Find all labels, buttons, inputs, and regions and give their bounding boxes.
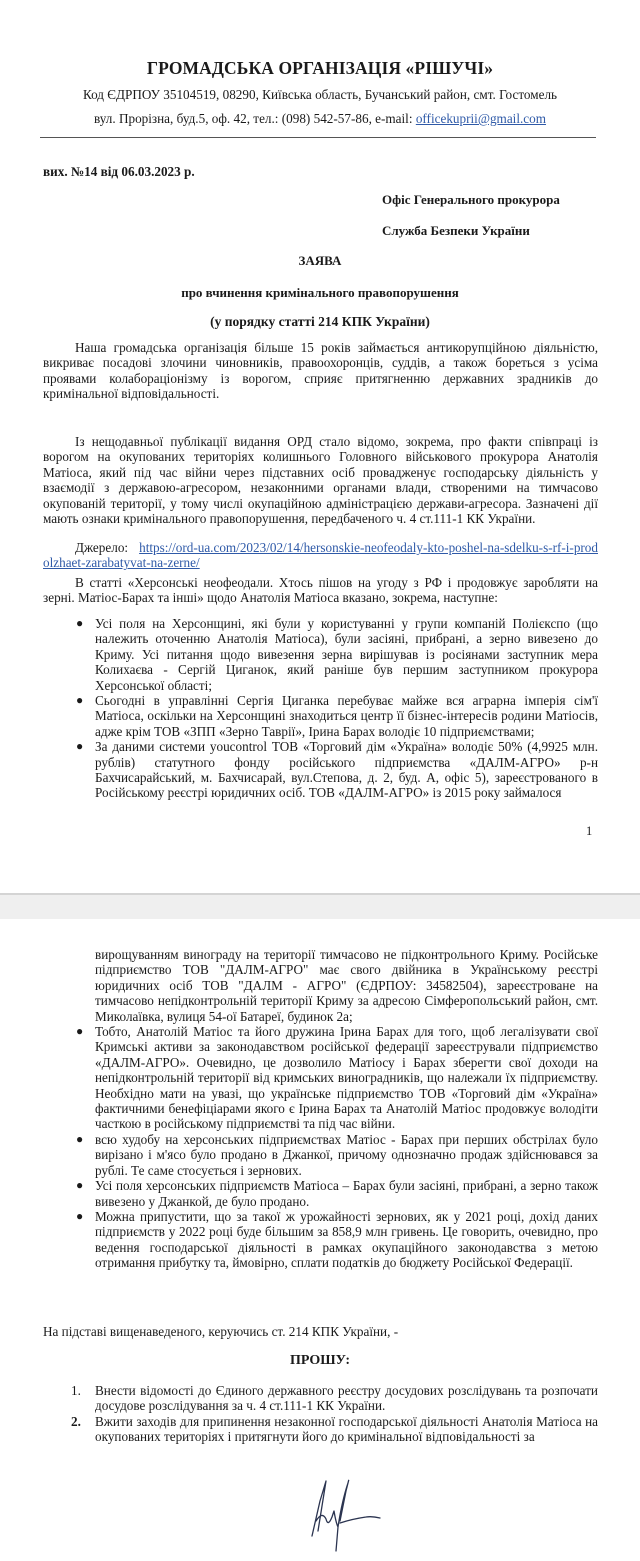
outgoing-number: вих. №14 від 06.03.2023 р.	[43, 164, 195, 179]
source-paragraph	[43, 540, 598, 571]
bullet-icon: ●	[76, 1131, 84, 1146]
list-item-continuation: вирощуванням винограду на території тимчасово не підконтрольного Криму. Російське підприємство ТОВ "ДАЛМ-АГРО" має свого двійника в Українському реєстрі юридичних осіб ТОВ "ДАЛМ - АГРО" (ЄДРПОУ: 34582504), зареєстроване на тимчасово непідконтрольній території Криму за адресою Сімферопольський район, смт. Миколаївка, вулиця 54-ої Батареї, будинок 2а;	[95, 947, 598, 1024]
list-item: ● Усі поля херсонських підприємств Матіоса – Барах були засіяні, прибрані, а зерно також вивезено у Джанкой, де було продано.	[76, 1178, 598, 1209]
organization-registration-line: Код ЄДРПОУ 35104519, 08290, Київська область, Бучанський район, смт. Гостомель	[82, 87, 558, 102]
request-item: 2. Вжити заходів для припинення незаконної господарської діяльності Анатолія Матіоса на окупованих територіях і притягнути його до кримінальної відповідальності за	[71, 1413, 598, 1445]
organization-title: ГРОМАДСЬКА ОРГАНІЗАЦІЯ «РІШУЧІ»	[146, 58, 494, 78]
bullet-icon: ●	[76, 1178, 84, 1193]
page-number: 1	[586, 824, 593, 838]
bullet-icon: ●	[76, 739, 84, 754]
addressee-prosecutor-office: Офіс Генерального прокурора	[382, 192, 560, 207]
intro-paragraph: Наша громадська організація більше 15 років займається антикорупційною діяльністю, викриває посадові злочини чиновників, правоохоронців, суддів, а також бореться з усіма проявами колабораціонізму із ворогом, сприяє притягненню державних зрадників до кримінальної відповідальності.	[43, 340, 598, 402]
request-title: ПРОШУ:	[289, 1353, 351, 1368]
bullet-icon: ●	[76, 1208, 84, 1223]
bullet-icon: ●	[76, 693, 84, 708]
conclusion-text: На підставі вищенаведеного, керуючись ст. 214 КПК України, -	[43, 1324, 399, 1339]
list-item: ● всю худобу на херсонських підприємствах Матіос - Барах при перших обстрілах було вирізано і м'ясо було продано в Джанкої, причому однозначно продаж здійснювався за рублі. Те саме стосується і зернових.	[76, 1131, 598, 1178]
bullet-icon: ●	[76, 616, 84, 630]
request-number: 1.	[71, 1383, 81, 1398]
list-item: ● Тобто, Анатолій Матіос та його дружина Ірина Барах для того, щоб легалізувати свої Кримські активи за законодавством російської федерації зареєстрували підприємство «ДАЛМ-АГРО». Очевидно, це дозволило Матіосу і Барах зберегти свої доходи на непідконтрольній території від кримських виноградників, що належали їх підприємству. Необхідно мати на увазі, що українське підприємство ТОВ «Торговий дім «Україна» фактичними бенефіціарами якого є Ірина Барах та Анатолій Матіос продовжує володіти часткою в російському підприємстві та під час війни.	[76, 1024, 598, 1132]
list-item: ● Сьогодні в управлінні Сергія Циганка перебуває майже вся аграрна імперія сім'ї Матіоса, оскільки на Херсонщині знаходиться центр її бізнес-інтересів родини Матіосів, адже крім ТОВ «ЗПП «Зерно Таврії», Ірина Барах володіє 10 підприємствами;	[76, 693, 598, 739]
signature-icon	[292, 1461, 402, 1561]
article-findings-list	[43, 616, 598, 801]
organization-contact-line	[0, 111, 640, 127]
article-findings-list-continued	[43, 947, 598, 1271]
organization-address: вул. Прорізна, буд.5, оф. 42, тел.: (098) 542-57-86, e-mail:	[93, 111, 416, 126]
request-number: 2.	[71, 1413, 81, 1429]
bullet-icon: ●	[76, 1024, 84, 1039]
page-separator	[0, 893, 640, 919]
list-item: ● Усі поля на Херсонщині, які були у користуванні у групи компаній Полієкспо (що належить оточенню Анатолія Матіоса), були засіяні, прибрані, а зерно вивезено до Криму. Усі питання щодо вивезення зерна вирішував із росіянами заступник мера Колихаєва - Сергій Циганок, який раніше був першим заступником прокурора Херсонської області;	[76, 616, 598, 693]
list-item: ● За даними системи youcontrol ТОВ «Торговий дім «Україна» володіє 50% (4,9925 млн. рублів) статутного фонду російського підприємства «ДАЛМ-АГРО» р-н Бахчисарайський, м. Бахчисарай, вул.Степова, д. 2, буд. А, офіс 5), зареєстрованого в Російському реєстрі юридичних осіб. ТОВ «ДАЛМ-АГРО» із 2015 року займалося	[76, 739, 598, 801]
addressee-security-service: Служба Безпеки України	[382, 223, 530, 238]
publication-paragraph: Із нещодавньої публікації видання ОРД стало відомо, зокрема, про факти співпраці із ворогом на окупованих територіях колишнього Головного військового прокурора Анатолія Матіоса, який під час війни через підставних осіб провадженує господарську діяльність у взаємодії з державою-агресором, незаконними органами влади, створеними на тимчасово окупованій території, у тому числі окупаційною адміністрацією держави-агресора. Зазначені дії мають ознаки кримінального правопорушення, передбаченого ч. 4 ст.111-1 КК України.	[43, 434, 598, 527]
document-subtitle: про вчинення кримінального правопорушення	[181, 285, 459, 300]
document-legal-basis: (у порядку статті 214 КПК України)	[210, 314, 430, 329]
header-divider	[40, 137, 596, 138]
request-item: 1. Внести відомості до Єдиного державного реєстру досудових розслідувань та розпочати досудове розслідування за ч. 4 ст.111-1 КК України.	[71, 1383, 598, 1414]
article-intro-paragraph: В статті «Херсонські неофеодали. Хтось пішов на угоду з РФ і продовжує заробляти на зерні. Матіос-Барах та інші» щодо Анатолія Матіоса вказано, зокрема, наступне:	[43, 575, 598, 606]
source-label: Джерело:	[75, 540, 129, 555]
requests-list	[43, 1383, 598, 1445]
list-item: ● Можна припустити, що за такої ж урожайності зернових, як у 2021 році, дохід даних підприємств у 2022 році буде більшим за 858,9 млн гривень. Це говорить, очевидно, про ведення господарської діяльності в рамках окупаційного законодавства з метою отримання прибутку та, ймовірно, сплати податків до бюджету Російської Федерації.	[76, 1208, 598, 1271]
document-page-2	[0, 919, 640, 1558]
source-link[interactable]: https://ord-ua.com/2023/02/14/hersonskie-neofeodaly-kto-poshel-na-sdelku-s-rf-i-prodolzhaet-zarabatyvat-na-zerne/	[43, 540, 598, 571]
email-link[interactable]: officekuprii@gmail.com	[415, 111, 547, 126]
document-title: ЗАЯВА	[298, 253, 342, 268]
